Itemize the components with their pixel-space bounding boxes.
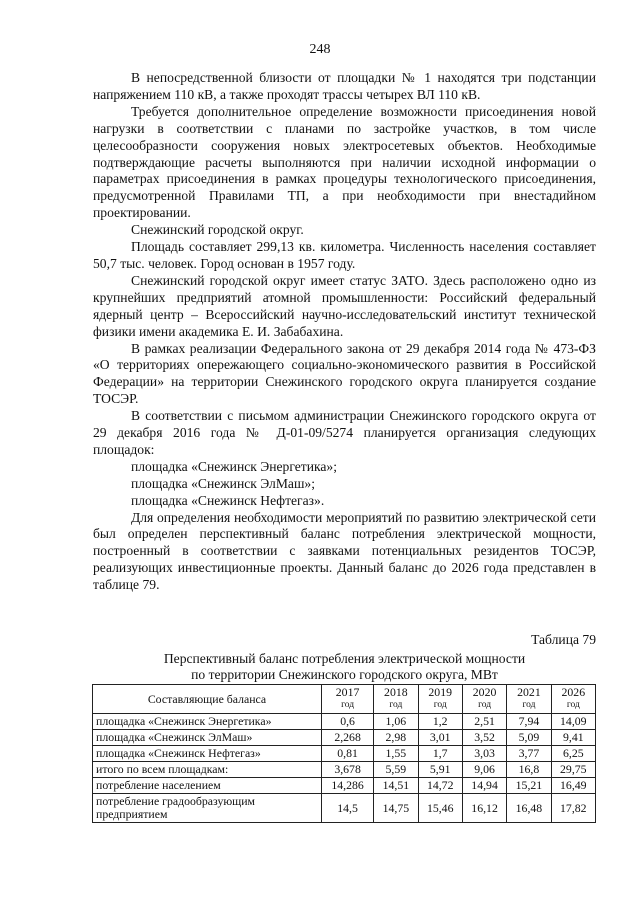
value-cell: 16,12 [462, 794, 506, 823]
value-cell: 1,2 [418, 714, 462, 730]
unit-label: год [566, 700, 580, 710]
value-cell: 3,678 [322, 762, 374, 778]
paragraph: Площадь составляет 299,13 кв. километра. Численность населения составляет 50,7 тыс. человек. Город основан в 1957 году. [93, 239, 596, 271]
value-cell: 5,09 [507, 730, 551, 746]
paragraph: Для определения необходимости мероприятий по развитию электрической сети был определен перспективный баланс потребления электрической мощности, построенный в соответствии с заявками потенциальных резидентов ТОСЭР, реализующих инвестиционные проекты. Данный баланс до 2026 года представлен в таблице 79. [93, 509, 596, 593]
table-row [93, 794, 596, 823]
row-name-cell: площадка «Снежинск Энергетика» [93, 714, 322, 730]
paragraph: Снежинский городской округ имеет статус ЗАТО. Здесь расположено одно из крупнейших предприятий атомной промышленности: Российский федеральный ядерный центр – Всероссийский научно-исследовательский институт технической физики имени академика Е. И. Забабахина. [93, 272, 596, 339]
value-cell: 3,52 [462, 730, 506, 746]
list-item: площадка «Снежинск ЭлМаш»; [131, 475, 315, 491]
value-cell: 16,49 [551, 778, 595, 794]
unit-label: год [433, 700, 447, 710]
value-cell: 14,72 [418, 778, 462, 794]
header-year-cell [418, 685, 462, 714]
value-cell: 5,91 [418, 762, 462, 778]
value-cell: 15,46 [418, 794, 462, 823]
value-cell: 2,98 [374, 730, 418, 746]
value-cell: 14,75 [374, 794, 418, 823]
header-name-cell: Составляющие баланса [93, 685, 322, 714]
table-caption-line: Перспективный баланс потребления электрической мощности [163, 651, 526, 666]
unit-label: год [522, 700, 536, 710]
paragraph: Требуется дополнительное определение возможности присоединения новой нагрузки в соответствии с планами по застройке участков, в том числе целесообразности сооружения новых электросетевых объектов. Необходимые подтверждающие расчеты выполняются при наличии исходной информации о параметрах присоединения в рамках процедуры технологического присоединения, предусмотренной Правилами ТП, а при необходимости при внестадийном проектировании. [93, 103, 596, 221]
header-year-cell [374, 685, 418, 714]
value-cell: 14,51 [374, 778, 418, 794]
page-number: 248 [309, 42, 331, 57]
row-name-cell: потребление населением [93, 778, 322, 794]
value-cell: 14,09 [551, 714, 595, 730]
header-year-cell [462, 685, 506, 714]
value-cell: 9,41 [551, 730, 595, 746]
value-cell: 3,03 [462, 746, 506, 762]
row-name-cell: площадка «Снежинск Нефтегаз» [93, 746, 322, 762]
year-label: 2017 [335, 685, 360, 699]
table-row [93, 730, 596, 746]
table-caption [93, 651, 596, 683]
value-cell: 14,5 [322, 794, 374, 823]
section-heading: Снежинский городской округ. [131, 222, 304, 238]
value-cell: 14,286 [322, 778, 374, 794]
table-header-row [93, 685, 596, 714]
value-cell: 29,75 [551, 762, 595, 778]
header-year-cell [551, 685, 595, 714]
table-caption-line: по территории Снежинского городского округа, МВт [191, 667, 498, 682]
unit-label: год [389, 700, 403, 710]
list-item: площадка «Снежинск Нефтегаз». [131, 492, 325, 508]
value-cell: 2,51 [462, 714, 506, 730]
row-name-cell: итого по всем площадкам: [93, 762, 322, 778]
table-row [93, 762, 596, 778]
list-item: площадка «Снежинск Энергетика»; [131, 458, 337, 474]
value-cell: 16,8 [507, 762, 551, 778]
value-cell: 3,77 [507, 746, 551, 762]
table-label: Таблица 79 [531, 632, 596, 647]
unit-label: год [478, 700, 492, 710]
year-label: 2019 [428, 685, 452, 699]
value-cell: 7,94 [507, 714, 551, 730]
year-label: 2018 [384, 685, 408, 699]
table-row [93, 746, 596, 762]
body-text [93, 70, 596, 594]
value-cell: 14,94 [462, 778, 506, 794]
value-cell: 9,06 [462, 762, 506, 778]
value-cell: 6,25 [551, 746, 595, 762]
year-label: 2021 [517, 685, 541, 699]
year-label: 2026 [561, 685, 586, 699]
value-cell: 1,55 [374, 746, 418, 762]
paragraph: В непосредственной близости от площадки № 1 находятся три подстанции напряжением 110 кВ, а также проходят трассы четырех ВЛ 110 кВ. [93, 70, 596, 102]
balance-table [92, 684, 596, 823]
paragraph: В соответствии с письмом администрации Снежинского городского округа от 29 декабря 2016 года № Д-01-09/5274 планируется организация следующих площадок: [93, 408, 596, 457]
row-name-cell: потребление градообразующим предприятием [93, 794, 322, 823]
header-year-cell [507, 685, 551, 714]
value-cell: 0,81 [322, 746, 374, 762]
value-cell: 17,82 [551, 794, 595, 823]
value-cell: 1,7 [418, 746, 462, 762]
value-cell: 3,01 [418, 730, 462, 746]
value-cell: 5,59 [374, 762, 418, 778]
value-cell: 2,268 [322, 730, 374, 746]
value-cell: 16,48 [507, 794, 551, 823]
year-label: 2020 [472, 685, 497, 699]
value-cell: 15,21 [507, 778, 551, 794]
table-row [93, 714, 596, 730]
table-row [93, 778, 596, 794]
header-year-cell [322, 685, 374, 714]
value-cell: 1,06 [374, 714, 418, 730]
paragraph: В рамках реализации Федерального закона от 29 декабря 2014 года № 473-ФЗ «О территориях опережающего социально-экономического развития в Российской Федерации» на территории Снежинского городского округа планируется создание ТОСЭР. [93, 340, 596, 407]
row-name-cell: площадка «Снежинск ЭлМаш» [93, 730, 322, 746]
value-cell: 0,6 [322, 714, 374, 730]
unit-label: год [341, 700, 355, 710]
